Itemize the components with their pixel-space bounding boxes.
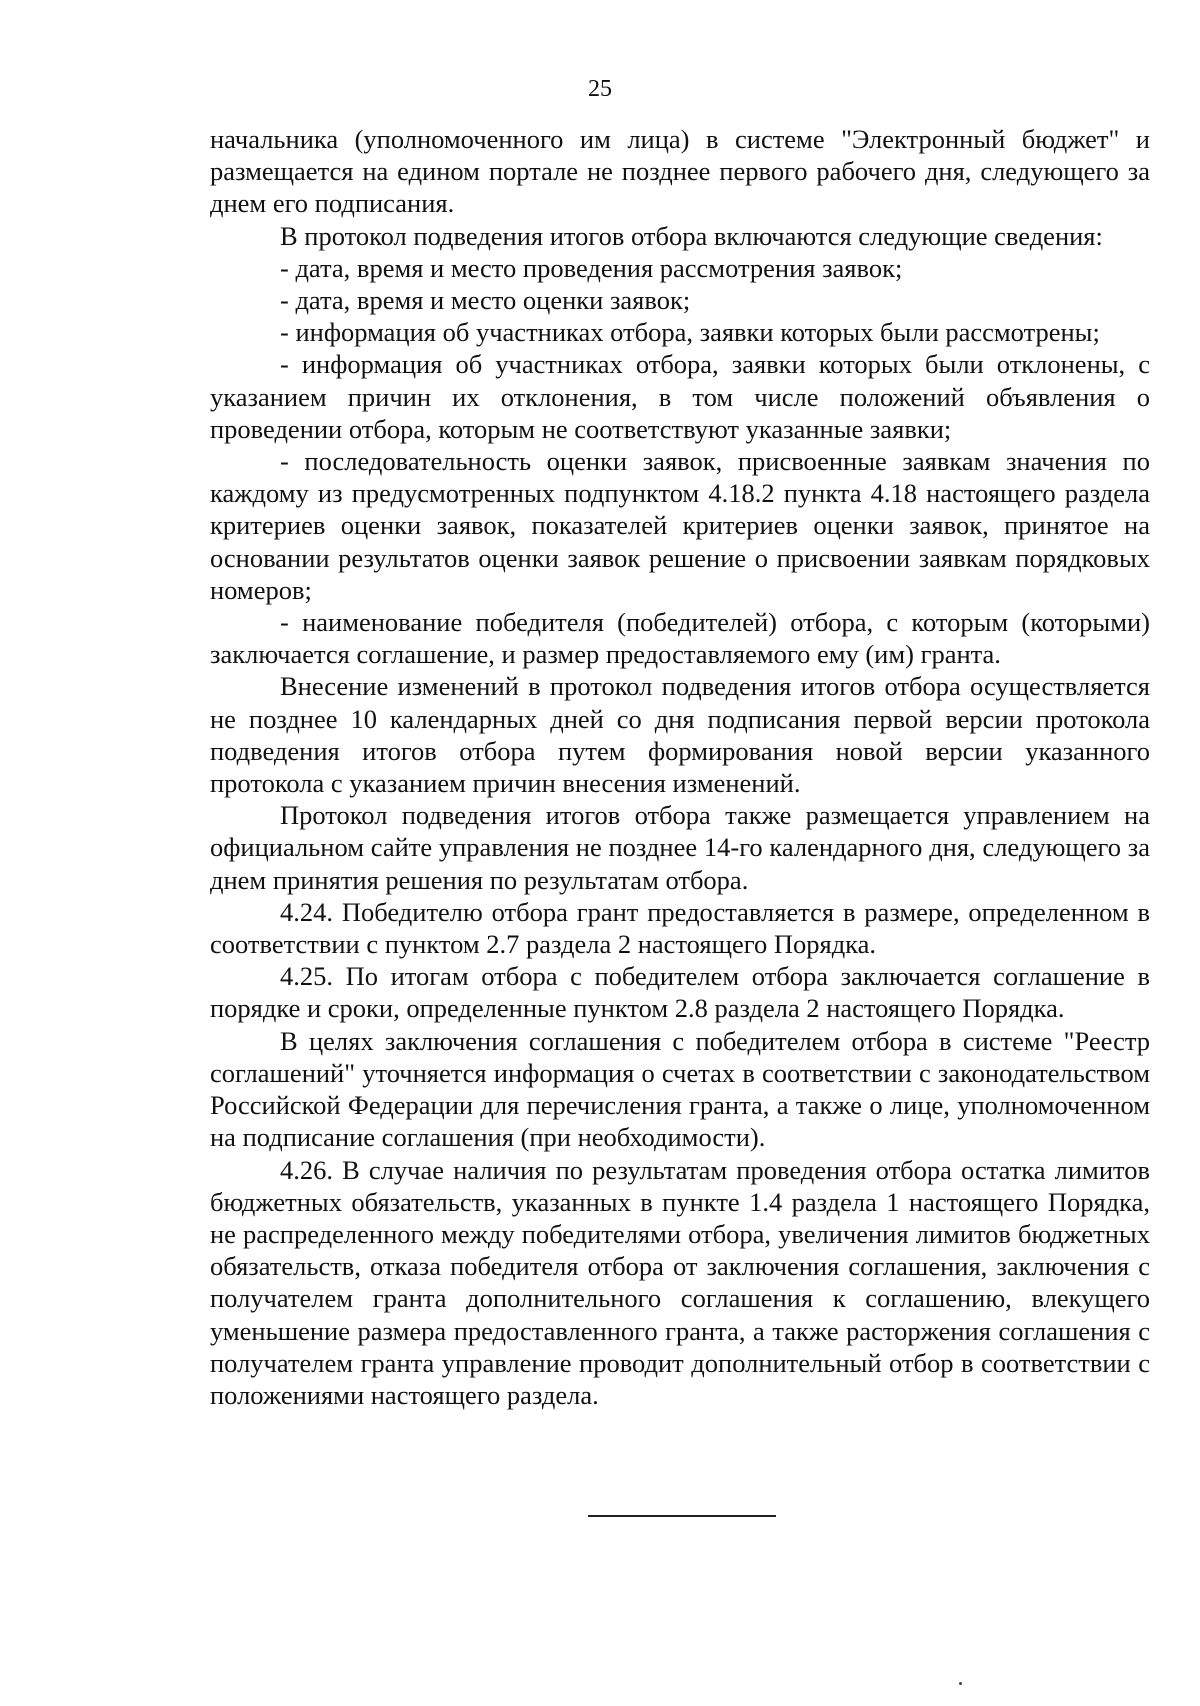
paragraph-protocol-publication: Протокол подведения итогов отбора также размещается управлением на официальном сайте управления не позднее 14-го календарного дня, следующего за днем принятия решения по результатам отбора.: [210, 800, 1150, 895]
document-body: [210, 123, 1150, 1411]
list-item-review-date: - дата, время и место проведения рассмотрения заявок;: [280, 252, 903, 283]
list-item-winner-name: - наименование победителя (победителей) отбора, с которым (которыми) заключается соглашение, и размер предоставляемого ему (им) гранта.: [210, 607, 1150, 670]
list-item-evaluation-date: - дата, время и место оценки заявок;: [280, 285, 691, 316]
list-item-evaluation-sequence: - последовательность оценки заявок, присвоенные заявкам значения по каждому из предусмотренных подпунктом 4.18.2 пункта 4.18 настоящего раздела критериев оценки заявок, показателей критериев оценки заявок, принятое на основании результатов оценки заявок решение о присвоении заявкам порядковых номеров;: [210, 446, 1150, 605]
list-item-reviewed-participants: - информация об участниках отбора, заявки которых были рассмотрены;: [280, 317, 1100, 348]
paragraph-agreement-registry: В целях заключения соглашения с победителем отбора в системе "Реестр соглашений" уточняется информация о счетах в соответствии с законодательством Российской Федерации для перечисления гранта, а также о лице, уполномоченном на подписание соглашения (при необходимости).: [210, 1025, 1150, 1153]
paragraph-clause-4-26: 4.26. В случае наличия по результатам проведения отбора остатка лимитов бюджетных обязательств, указанных в пункте 1.4 раздела 1 настоящего Порядка, не распределенного между победителями отбора, увеличения лимитов бюджетных обязательств, отказа победителя отбора от заключения соглашения, заключения с получателем гранта дополнительного соглашения к соглашению, влекущего уменьшение размера предоставленного гранта, а также расторжения соглашения с получателем гранта управление проводит дополнительный отбор в соответствии с положениями настоящего раздела.: [210, 1154, 1150, 1410]
scan-dot: [959, 1682, 962, 1685]
paragraph-protocol-contents: В протокол подведения итогов отбора включаются следующие сведения:: [280, 220, 1103, 251]
paragraph-protocol-amendments: Внесение изменений в протокол подведения итогов отбора осуществляется не позднее 10 календарных дней со дня подписания первой версии протокола подведения итогов отбора путем формирования новой версии указанного протокола с указанием причин внесения изменений.: [210, 671, 1150, 799]
paragraph-clause-4-25: 4.25. По итогам отбора с победителем отбора заключается соглашение в порядке и сроки, определенные пунктом 2.8 раздела 2 настоящего Порядка.: [210, 961, 1150, 1024]
paragraph-clause-4-24: 4.24. Победителю отбора грант предоставляется в размере, определенном в соответствии с пунктом 2.7 раздела 2 настоящего Порядка.: [210, 896, 1150, 960]
end-separator-line: [588, 1515, 776, 1517]
list-item-rejected-participants: - информация об участниках отбора, заявки которых были отклонены, с указанием причин их отклонения, в том числе положений объявления о проведении отбора, которым не соответствуют указанные заявки;: [210, 349, 1150, 444]
page-number: 25: [588, 76, 612, 102]
paragraph-protocol-signing: начальника (уполномоченного им лица) в системе "Электронный бюджет" и размещается на едином портале не позднее первого рабочего дня, следующего за днем его подписания.: [210, 124, 1150, 219]
